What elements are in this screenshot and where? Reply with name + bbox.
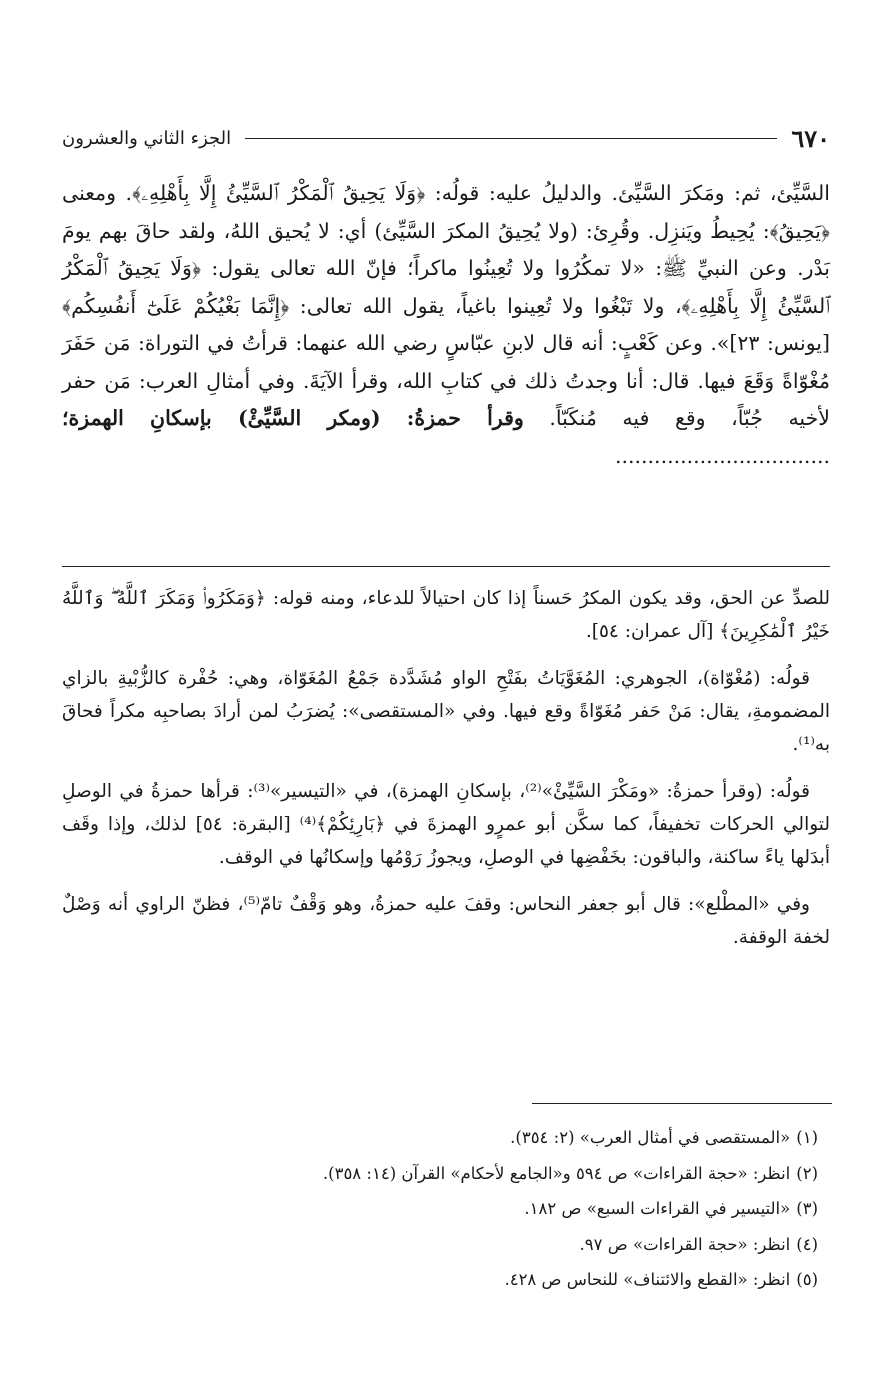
footnote-number: (٣) — [796, 1199, 818, 1218]
main-text-block — [62, 175, 830, 475]
main-paragraph-dots: ................................. — [614, 443, 830, 468]
footnote-number: (٤) — [796, 1234, 818, 1254]
footnote — [62, 1227, 818, 1263]
footnote-text: «المستقصى في أمثال العرب» (٢: ٣٥٤). — [510, 1128, 791, 1147]
footnote-number: (١) — [796, 1128, 818, 1147]
main-paragraph-bold: وقرأ حمزةُ: (ومكر السَّيِّئْ) بإسكانِ الهمزة؛ — [62, 406, 524, 430]
commentary-paragraph-3: قولُه: (وقرأ حمزةُ: «ومَكْرَ السَّيِّئْ»⁽²⁾، بإسكانِ الهمزة)، في «التيسير»⁽³⁾: قرأها حمزةُ في الوصلِ لتوالي الحركات تخفيفاً، كما سكَّن أبو عمرٍو الهمزةَ في ﴿بَارِئِكُمْ﴾⁽⁴⁾ [البقرة: ٥٤] لذلك، وإذا وقَف أبدَلها ياءً ساكنة، والباقون: بخَفْضِها في الوصلِ، ويجوزُ رَوْمُها وإسكانُها في الوقف. — [62, 781, 830, 868]
commentary-paragraph-2: قولُه: (مُغْوّاة)، الجوهري: المُغَوَّيَاتُ بفَتْحِ الواو مُشَدَّدة جَمْعُ المُغَوّاة، وهي: حُفْرة كالزُّبْيةِ بالزاي المضمومةِ، يقال: مَنْ حَفر مُغَوّاةً وقع فيها. وفي «المستقصى»: يُضرَبُ لمن أرادَ بصاحبِه مكراً فحاقَ به⁽¹⁾. — [62, 668, 830, 755]
footnote — [62, 1156, 818, 1192]
footnotes-list — [62, 1120, 818, 1298]
commentary-paragraph-1: للصدِّ عن الحق، وقد يكون المكرُ حَسناً إذا كان احتيالاً للدعاء، ومنه قوله: ﴿وَمَكَرُوا۟ وَمَكَرَ ٱللَّهُ ۖ وَٱللَّهُ خَيْرُ ٱلْمَٰكِرِينَ﴾ [آل عمران: ٥٤]. — [62, 588, 830, 642]
footnote-text: «التيسير في القراءات السبع» ص ١٨٢. — [524, 1199, 791, 1218]
footnote-number: (٥) — [796, 1270, 818, 1289]
footnote-divider — [532, 1103, 832, 1104]
commentary-block — [62, 582, 830, 968]
footnote-number: (٢) — [796, 1163, 818, 1183]
page-header — [62, 118, 830, 158]
footnote — [62, 1262, 818, 1298]
main-paragraph-text: السَّيِّئ، ثم: ومَكرَ السَّيِّئ. والدليلُ عليه: قولُه: ﴿وَلَا يَحِيقُ ٱلْمَكْرُ ٱلسَّيِّئُ إِلَّا بِأَهْلِهِۦ﴾. ومعنى ﴿يَحِيقُ﴾: يُحِيطُ ويَنزِل. وقُرِئ: (ولا يُحِيقُ المكرَ السَّيِّئ) أي: لا يُحيق اللهُ، ولقد حاقَ بهم يومَ بَدْر. وعن النبيِّ ﷺ: «لا تمكُرُوا ولا تُعِينُوا ماكراً؛ فإنّ الله تعالى يقول: ﴿وَلَا يَحِيقُ ٱلْمَكْرُ ٱلسَّيِّئُ إِلَّا بِأَهْلِهِۦ﴾، ولا تَبْغُوا ولا تُعِينوا باغياً، يقول الله تعالى: ﴿إِنَّمَا بَغْيُكُمْ عَلَىٰٓ أَنفُسِكُم﴾ [يونس: ٢٣]». وعن كَعْبٍ: أنه قال لابنِ عبّاسٍ رضي الله عنهما: قرأتُ في التوراة: مَن حَفَرَ مُغْوّاةً وَقَعَ فيها. قال: أنا وجدتُ ذلك في كتابِ الله، وقرأ الآيَةَ. وفي أمثالِ العرب: مَن حفر لأخيه جُبّاً، وقع فيه مُنكَبّاً. — [62, 181, 830, 430]
footnote-text: انظر: «القطع والائتناف» للنحاس ص ٤٢٨. — [504, 1270, 791, 1289]
footnote — [62, 1191, 818, 1227]
section-divider — [62, 566, 830, 567]
header-rule — [245, 138, 777, 139]
book-title: الجزء الثاني والعشرون — [62, 127, 232, 149]
main-paragraph — [62, 175, 830, 475]
footnote-text: انظر: «حجة القراءات» ص ٩٧. — [579, 1234, 791, 1254]
page-number: ٦٧٠ — [791, 123, 830, 153]
commentary-paragraph-4: وفي «المطْلع»: قال أبو جعفر النحاس: وقفَ عليه حمزةُ، وهو وَقْفٌ تامّ⁽⁵⁾، فظنّ الراوي أنه وَصْلٌ لخفة الوقفة. — [62, 894, 830, 948]
footnote-text: انظر: «حجة القراءات» ص ٥٩٤ و«الجامع لأحكام» القرآن (١٤: ٣٥٨). — [322, 1163, 791, 1183]
footnote — [62, 1120, 818, 1156]
